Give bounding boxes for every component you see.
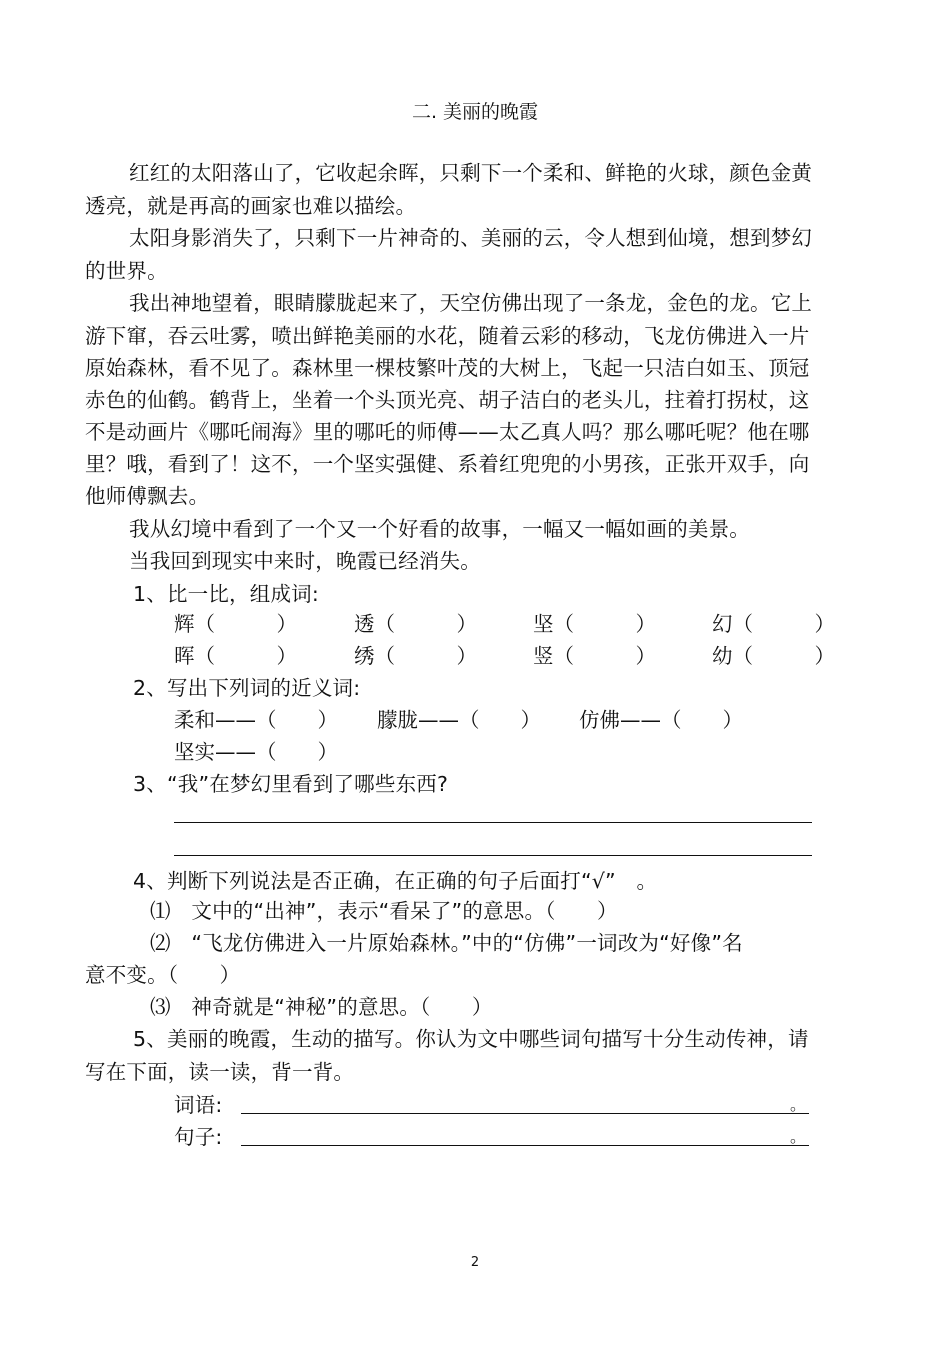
paragraph-3-line: 我出神地望着，眼睛朦胧起来了，天空仿佛出现了一条龙，金色的龙。它上 [129, 291, 813, 315]
word-blank[interactable]: 晖（ ） [174, 644, 297, 668]
paragraph-2-line: 太阳身影消失了，只剩下一片神奇的、美丽的云，令人想到仙境，想到梦幻 [129, 226, 813, 250]
paragraph-3-line: 里？哦，看到了！这不，一个坚实强健、系着红兜兜的小男孩，正张开双手，向 [85, 452, 810, 476]
judgement-item-2-cont[interactable]: 意不变。（ ） [85, 963, 241, 987]
question-1-prompt: 1、比一比，组成词: [133, 582, 319, 606]
judgement-item-3[interactable]: ⑶ 神奇就是“神秘”的意思。（ ） [150, 995, 493, 1019]
question-2-prompt: 2、写出下列词的近义词: [133, 676, 361, 700]
page-title: 二. 美丽的晚霞 [411, 101, 539, 123]
word-blank[interactable]: 辉（ ） [174, 612, 297, 636]
word-blank[interactable]: 绣（ ） [354, 644, 477, 668]
judgement-item-1[interactable]: ⑴ 文中的“出神”，表示“看呆了”的意思。（ ） [150, 899, 618, 923]
question-5-prompt-cont: 写在下面，读一读，背一背。 [85, 1060, 355, 1084]
word-blank[interactable]: 透（ ） [354, 612, 477, 636]
paragraph-5: 当我回到现实中来时，晚霞已经消失。 [129, 549, 481, 573]
paragraph-3-line: 原始森林，看不见了。森林里一棵枝繁叶茂的大树上，飞起一只洁白如玉、顶冠 [85, 356, 810, 380]
judgement-item-2[interactable]: ⑵ “飞龙仿佛进入一片原始森林。”中的“仿佛”一词改为“好像”名 [150, 931, 743, 955]
paragraph-1-line: 透亮，就是再高的画家也难以描绘。 [85, 194, 417, 218]
paragraph-4: 我从幻境中看到了一个又一个好看的故事，一幅又一幅如画的美景。 [129, 517, 750, 541]
sentence-end-mark: 。 [790, 1127, 807, 1146]
word-blank[interactable]: 竖（ ） [533, 644, 656, 668]
paragraph-3-line: 不是动画片《哪吒闹海》里的哪吒的师傅——太乙真人吗？那么哪吒呢？他在哪 [85, 420, 810, 444]
words-end-mark: 。 [790, 1095, 807, 1114]
question-5-prompt: 5、美丽的晚霞，生动的描写。你认为文中哪些词句描写十分生动传神，请 [133, 1027, 809, 1051]
question-3-prompt: 3、“我”在梦幻里看到了哪些东西? [133, 772, 449, 796]
paragraph-2-line: 的世界。 [85, 259, 168, 283]
word-blank[interactable]: 坚（ ） [533, 612, 656, 636]
answer-line[interactable] [174, 855, 812, 856]
synonym-blank[interactable]: 朦胧——（ ） [377, 708, 541, 732]
synonym-blank[interactable]: 仿佛——（ ） [579, 708, 743, 732]
word-blank[interactable]: 幻（ ） [712, 612, 835, 636]
word-blank[interactable]: 幼（ ） [712, 644, 835, 668]
paragraph-3-line: 他师傅飘去。 [85, 484, 210, 508]
synonym-blank[interactable]: 坚实——（ ） [174, 740, 338, 764]
words-label: 词语: [174, 1093, 223, 1117]
answer-line[interactable] [174, 822, 812, 823]
sentence-answer-line[interactable] [241, 1145, 809, 1146]
page-number: 2 [470, 1255, 480, 1270]
paragraph-3-line: 游下窜，吞云吐雾，喷出鲜艳美丽的水花，随着云彩的移动，飞龙仿佛进入一片 [85, 324, 810, 348]
sentence-label: 句子: [174, 1125, 223, 1149]
paragraph-3-line: 赤色的仙鹤。鹤背上，坐着一个头顶光亮、胡子洁白的老头儿，拄着打拐杖，这 [85, 388, 810, 412]
paragraph-1-line: 红红的太阳落山了，它收起余晖，只剩下一个柔和、鲜艳的火球，颜色金黄 [129, 161, 813, 185]
question-4-prompt: 4、判断下列说法是否正确，在正确的句子后面打“√” 。 [133, 869, 658, 893]
words-answer-line[interactable] [241, 1113, 809, 1114]
synonym-blank[interactable]: 柔和——（ ） [174, 708, 338, 732]
